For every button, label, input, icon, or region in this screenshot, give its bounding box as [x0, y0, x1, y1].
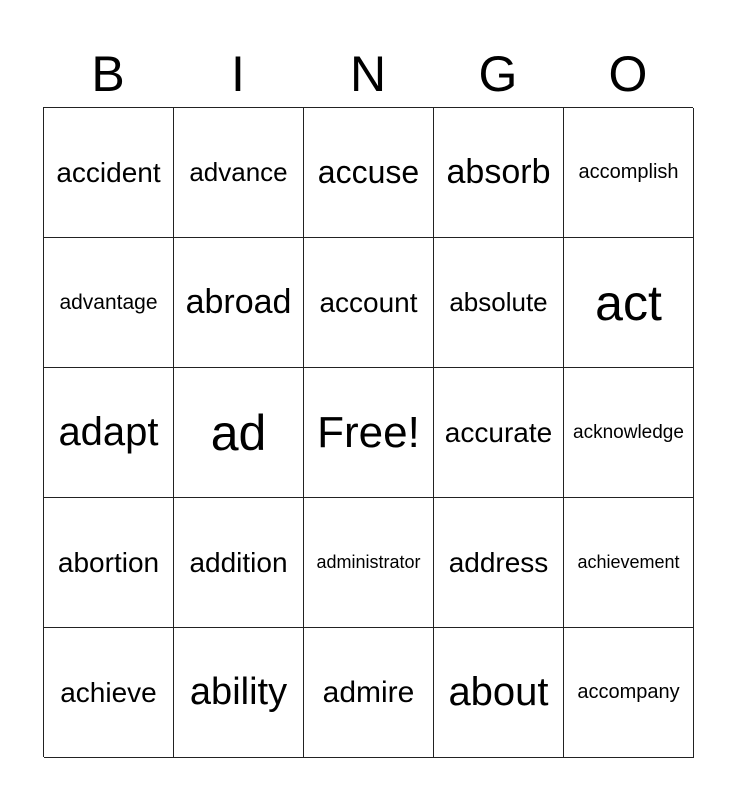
bingo-cell: act — [564, 238, 694, 368]
header-letter-n: N — [349, 46, 387, 102]
header-letter-b: B — [91, 46, 125, 102]
bingo-cell: accomplish — [564, 108, 694, 238]
bingo-cell: addition — [174, 498, 304, 628]
bingo-cell: accident — [44, 108, 174, 238]
header-letter-g: G — [478, 46, 518, 102]
bingo-cell: accompany — [564, 628, 694, 758]
bingo-cell: admire — [304, 628, 434, 758]
bingo-cell: administrator — [304, 498, 434, 628]
bingo-cell: accurate — [434, 368, 564, 498]
header-letter-o: O — [608, 46, 648, 102]
free-space-cell: Free! — [304, 368, 434, 498]
bingo-cell: abortion — [44, 498, 174, 628]
bingo-cell: acknowledge — [564, 368, 694, 498]
bingo-header — [43, 40, 693, 108]
bingo-cell: advantage — [44, 238, 174, 368]
bingo-cell: achievement — [564, 498, 694, 628]
bingo-cell: address — [434, 498, 564, 628]
bingo-board — [43, 107, 693, 757]
bingo-cell: absorb — [434, 108, 564, 238]
bingo-cell: achieve — [44, 628, 174, 758]
bingo-cell: account — [304, 238, 434, 368]
bingo-cell: absolute — [434, 238, 564, 368]
bingo-cell: ad — [174, 368, 304, 498]
bingo-cell: accuse — [304, 108, 434, 238]
bingo-cell: about — [434, 628, 564, 758]
bingo-cell: ability — [174, 628, 304, 758]
bingo-cell: abroad — [174, 238, 304, 368]
bingo-cell: adapt — [44, 368, 174, 498]
bingo-cell: advance — [174, 108, 304, 238]
header-letter-i: I — [231, 46, 245, 102]
